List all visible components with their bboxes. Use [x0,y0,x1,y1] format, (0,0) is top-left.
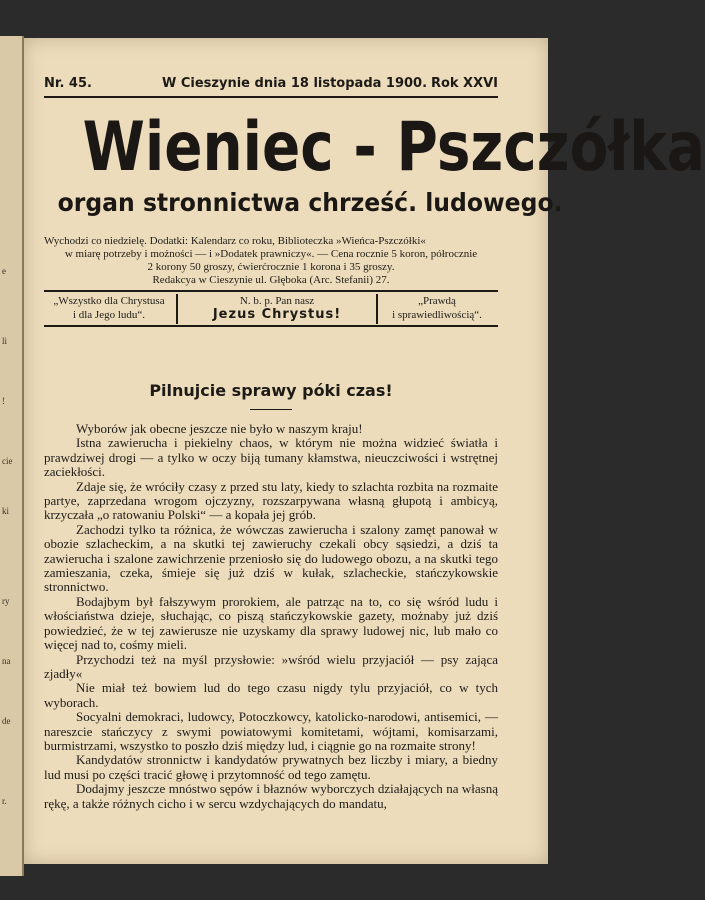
info-line: w miarę potrzeby i możności — i »Dodatek prawniczy«. — Cena rocznie 5 koron, półrocznie [64,248,478,260]
motto-right-line: i sprawiedliwością“. [392,309,482,321]
motto-rule-bottom [44,325,498,327]
issue-date: W Cieszynie dnia 18 listopada 1900. [162,76,428,91]
paragraph: Bodajbym był fałszywym prorokiem, ale patrząc na to, co się wśród ludu i włościaństwa dzieje, słuchając, co piszą stańczykowskie gazety, możnaby już dziś powiedzieć, że w tej zawierusze nie uzyskamy dla sprawy ludowej nic, lub mało co więcej nad to, cośmy mieli. [44,593,498,653]
paragraph: Zachodzi tylko ta różnica, że wówczas zawierucha i szalony zamęt panował w obozie szlacheckim, a na skutki tej zawieruchy czekali obcy sąsiedzi, a dziś ta zawierucha i szalone zawichrzenie przeniosło się do ludowego obozu, a na skutki tego zamieszania, czeka, śmieje się już dziś w kułak, szlacheckie, stańczykowskie stronnictwo. [44,521,498,595]
paragraph: Wyborów jak obecne jeszcze nie było w naszym kraju! [76,421,363,436]
motto-right-line: „Prawdą [418,295,456,307]
issue-number: Nr. 45. [44,76,92,91]
previous-page-edge: e li ! cie ki ry na de r. [0,36,24,876]
masthead [44,76,498,96]
article-heading: Pilnujcie sprawy póki czas! [149,381,393,400]
motto-center-line: N. b. p. Pan nasz [239,295,315,307]
motto-center [176,294,378,324]
info-line: Redakcya w Cieszynie ul. Głęboka (Arc. Stefanii) 27. [152,274,390,286]
paragraph: Nie miał też bowiem lud do tego czasu nigdy tylu przyjaciół, co w tych wyborach. [44,680,498,710]
heading-rule [250,409,292,410]
paragraph: Socyalni demokraci, ludowcy, Potoczkowcy, katolicko-narodowi, antisemici, — nareszcie stańczycy z swymi powiatowymi komitetami, wójtami, komisarzami, burmistrzami, wszystko to poszło dziś między lud, i ciągnie go na rozmaite strony! [44,709,498,753]
motto-center-emphasis: Jezus Chrystus! [212,307,342,322]
paragraph: Istna zawierucha i piekielny chaos, w którym nie można widzieć światła i prawdziwej drogi — a tylko w oczy biją tumany kłamstwa, nieuczciwości i wstrętnej zaciekłości. [44,435,498,480]
newspaper-subtitle: organ stronnictwa chrześć. ludowego. [57,188,563,217]
paragraph: Kandydatów stronnictw i kandydatów prywatnych bez liczby i miary, a biedny lud musi po części tracić głowę i przytomność od tego zamętu. [44,752,498,782]
paragraph: Zdaje się, że wróciły czasy z przed stu laty, kiedy to szlachta rozbita na rozmaite partye, zaprzedana wrogom ojczyzny, rozszarpywana własną głupotą i ambicyą, krzyczała „o ratowaniu Polski“ — a kopała jej grób. [44,478,498,523]
motto-left-line: i dla Jego ludu“. [72,309,146,321]
motto-left-line: „Wszystko dla Chrystusa [53,295,165,307]
paragraph: Przychodzi też na myśl przysłowie: »wśród wielu przyjaciół — psy zająca zjadły« [44,651,498,681]
info-line: 2 korony 50 groszy, ćwierćrocznie 1 korona i 35 groszy. [147,261,395,273]
info-line: Wychodzi co niedzielę. Dodatki: Kalendarz co roku, Biblioteczka »Wieńca-Pszczółki« [44,235,426,247]
article-body [44,422,498,811]
paragraph: Dodajmy jeszcze mnóstwo sępów i błaznów wyborczych działających na własną rękę, a także różnych cicho i w sercu wzdychających do mandatu, [44,781,498,811]
motto-rule-top [44,290,498,292]
motto-left [44,294,174,324]
newspaper-page [24,38,705,864]
publication-info [44,235,498,287]
motto-right [376,294,498,324]
newspaper-title: Wieniec - Pszczółka [82,108,705,187]
issue-year: Rok XXVI [430,76,498,91]
masthead-rule [44,96,498,98]
